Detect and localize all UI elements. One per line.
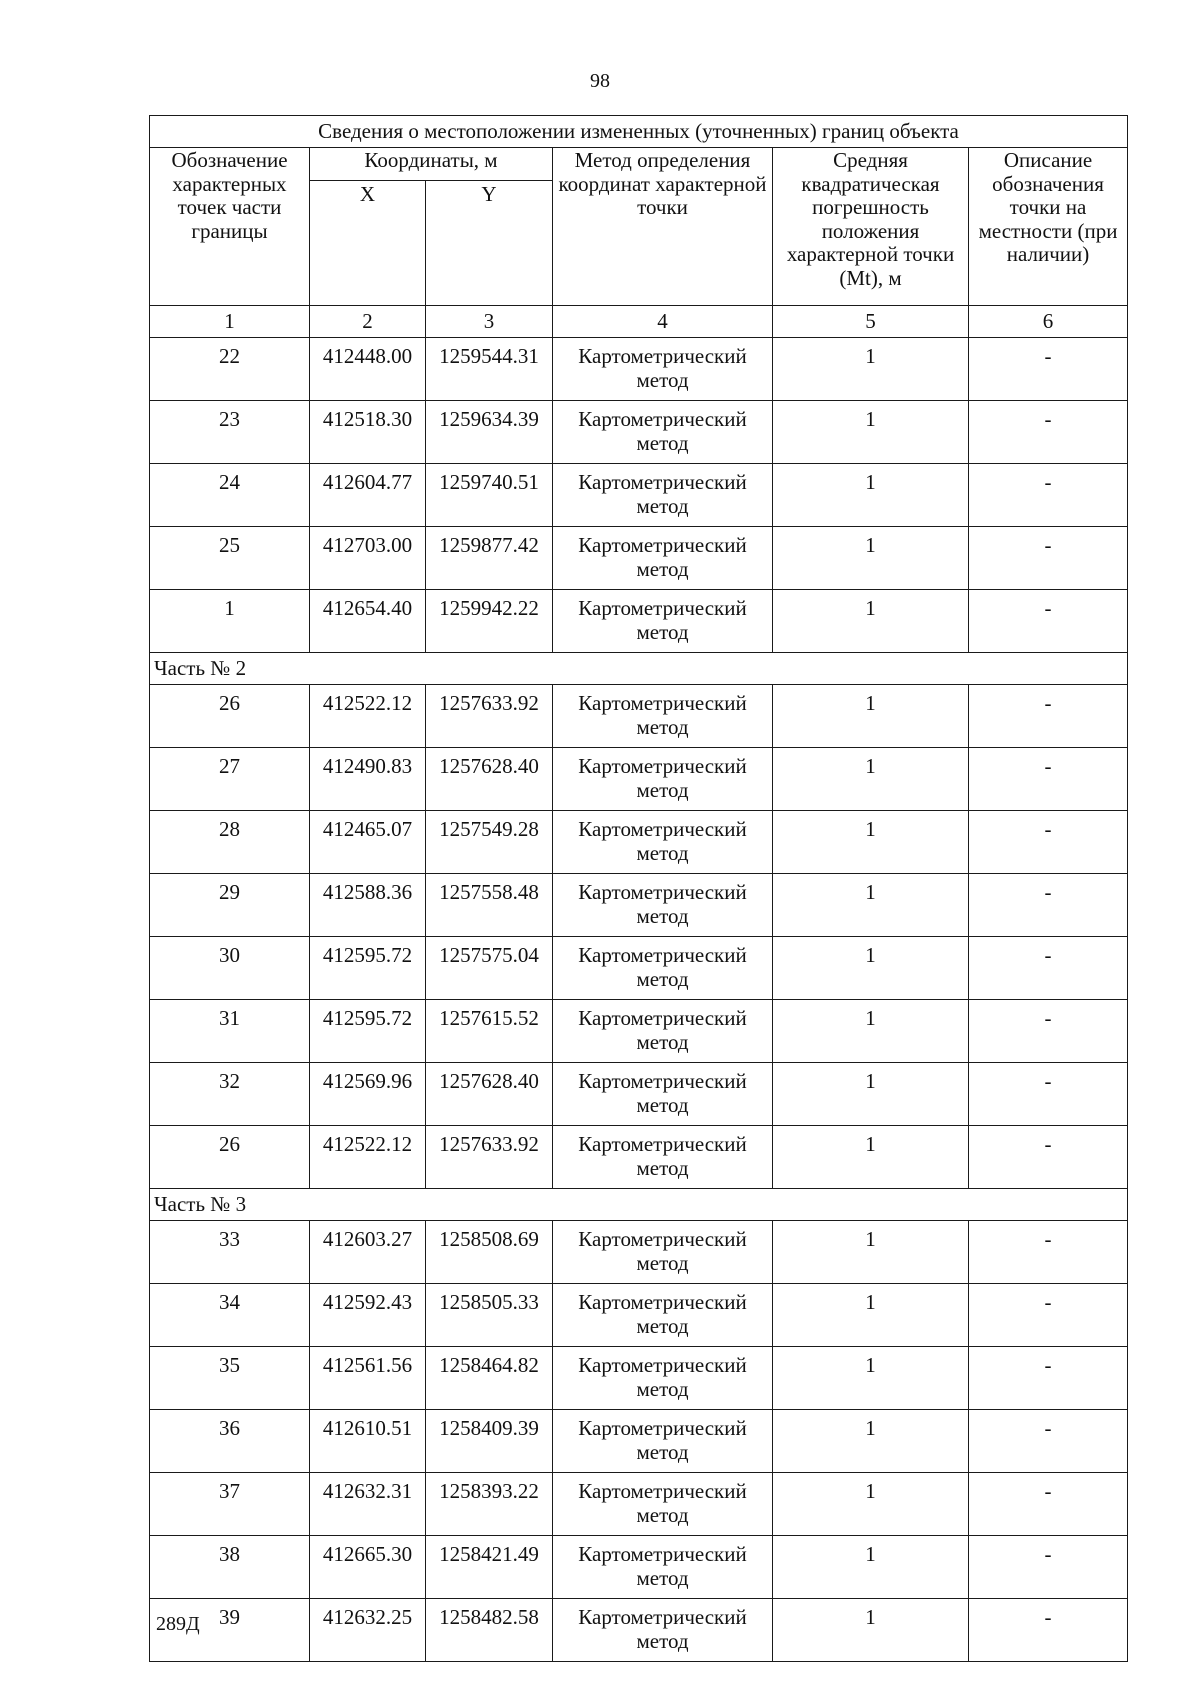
cell-mean-error: 1 bbox=[773, 874, 969, 937]
cell-y: 1257628.40 bbox=[426, 748, 553, 811]
cell-mean-error: 1 bbox=[773, 338, 969, 401]
cell-x: 412604.77 bbox=[310, 464, 426, 527]
cell-y: 1258393.22 bbox=[426, 1473, 553, 1536]
cell-method: Картометрический метод bbox=[553, 748, 773, 811]
cell-x: 412592.43 bbox=[310, 1284, 426, 1347]
cell-y: 1259544.31 bbox=[426, 338, 553, 401]
cell-mean-error: 1 bbox=[773, 748, 969, 811]
cell-mean-error: 1 bbox=[773, 1000, 969, 1063]
cell-mean-error: 1 bbox=[773, 1063, 969, 1126]
cell-point: 33 bbox=[150, 1221, 310, 1284]
cell-description: - bbox=[969, 1000, 1128, 1063]
cell-method: Картометрический метод bbox=[553, 1410, 773, 1473]
cell-y: 1257549.28 bbox=[426, 811, 553, 874]
cell-y: 1258505.33 bbox=[426, 1284, 553, 1347]
cell-mean-error: 1 bbox=[773, 1347, 969, 1410]
column-number-row bbox=[150, 306, 1128, 338]
cell-point: 31 bbox=[150, 1000, 310, 1063]
cell-mean-error: 1 bbox=[773, 811, 969, 874]
cell-point: 24 bbox=[150, 464, 310, 527]
cell-x: 412465.07 bbox=[310, 811, 426, 874]
cell-y: 1259877.42 bbox=[426, 527, 553, 590]
cell-y: 1258409.39 bbox=[426, 1410, 553, 1473]
cell-point: 37 bbox=[150, 1473, 310, 1536]
cell-description: - bbox=[969, 1599, 1128, 1662]
cell-point: 32 bbox=[150, 1063, 310, 1126]
table-row bbox=[150, 1221, 1128, 1284]
header-x: X bbox=[310, 181, 426, 306]
table-row bbox=[150, 338, 1128, 401]
header-y: Y bbox=[426, 181, 553, 306]
cell-x: 412632.31 bbox=[310, 1473, 426, 1536]
cell-mean-error: 1 bbox=[773, 1536, 969, 1599]
part-heading-row bbox=[150, 653, 1128, 685]
column-number: 1 bbox=[150, 306, 310, 338]
document-code: 289Д bbox=[156, 1613, 200, 1635]
table-row bbox=[150, 464, 1128, 527]
coordinates-table bbox=[149, 115, 1128, 1662]
cell-point: 27 bbox=[150, 748, 310, 811]
table-row bbox=[150, 937, 1128, 1000]
column-number: 6 bbox=[969, 306, 1128, 338]
table-row bbox=[150, 1347, 1128, 1410]
table-row bbox=[150, 811, 1128, 874]
cell-method: Картометрический метод bbox=[553, 874, 773, 937]
cell-y: 1257575.04 bbox=[426, 937, 553, 1000]
cell-description: - bbox=[969, 874, 1128, 937]
cell-x: 412603.27 bbox=[310, 1221, 426, 1284]
cell-y: 1259740.51 bbox=[426, 464, 553, 527]
cell-point: 29 bbox=[150, 874, 310, 937]
table-row bbox=[150, 401, 1128, 464]
cell-point: 25 bbox=[150, 527, 310, 590]
cell-x: 412448.00 bbox=[310, 338, 426, 401]
cell-method: Картометрический метод bbox=[553, 464, 773, 527]
cell-point: 35 bbox=[150, 1347, 310, 1410]
cell-method: Картометрический метод bbox=[553, 1063, 773, 1126]
cell-x: 412595.72 bbox=[310, 937, 426, 1000]
cell-mean-error: 1 bbox=[773, 685, 969, 748]
cell-description: - bbox=[969, 811, 1128, 874]
table-row bbox=[150, 1284, 1128, 1347]
cell-point: 36 bbox=[150, 1410, 310, 1473]
cell-method: Картометрический метод bbox=[553, 1347, 773, 1410]
table-row bbox=[150, 1599, 1128, 1662]
cell-point: 34 bbox=[150, 1284, 310, 1347]
cell-method: Картометрический метод bbox=[553, 685, 773, 748]
column-number: 5 bbox=[773, 306, 969, 338]
cell-point: 26 bbox=[150, 1126, 310, 1189]
cell-y: 1257633.92 bbox=[426, 1126, 553, 1189]
cell-x: 412522.12 bbox=[310, 1126, 426, 1189]
cell-x: 412610.51 bbox=[310, 1410, 426, 1473]
cell-mean-error: 1 bbox=[773, 1126, 969, 1189]
cell-description: - bbox=[969, 590, 1128, 653]
cell-y: 1259942.22 bbox=[426, 590, 553, 653]
cell-mean-error: 1 bbox=[773, 1410, 969, 1473]
cell-mean-error: 1 bbox=[773, 1284, 969, 1347]
cell-description: - bbox=[969, 464, 1128, 527]
cell-y: 1257558.48 bbox=[426, 874, 553, 937]
cell-description: - bbox=[969, 1063, 1128, 1126]
cell-y: 1258508.69 bbox=[426, 1221, 553, 1284]
cell-x: 412518.30 bbox=[310, 401, 426, 464]
header-description: Описание обозначения точки на местности (при наличии) bbox=[969, 148, 1128, 306]
cell-description: - bbox=[969, 748, 1128, 811]
cell-point: 26 bbox=[150, 685, 310, 748]
cell-method: Картометрический метод bbox=[553, 590, 773, 653]
cell-x: 412522.12 bbox=[310, 685, 426, 748]
table-row bbox=[150, 590, 1128, 653]
cell-method: Картометрический метод bbox=[553, 527, 773, 590]
header-mean-error: Средняя квадратическая погрешность положения характерной точки (Mt), м bbox=[773, 148, 969, 306]
cell-x: 412569.96 bbox=[310, 1063, 426, 1126]
cell-x: 412632.25 bbox=[310, 1599, 426, 1662]
header-point-designation: Обозначение характерных точек части границы bbox=[150, 148, 310, 306]
cell-description: - bbox=[969, 1347, 1128, 1410]
table-row bbox=[150, 1126, 1128, 1189]
cell-method: Картометрический метод bbox=[553, 338, 773, 401]
cell-x: 412703.00 bbox=[310, 527, 426, 590]
page-number: 98 bbox=[590, 70, 610, 92]
cell-description: - bbox=[969, 1536, 1128, 1599]
column-number: 2 bbox=[310, 306, 426, 338]
cell-description: - bbox=[969, 1221, 1128, 1284]
cell-mean-error: 1 bbox=[773, 1221, 969, 1284]
cell-x: 412595.72 bbox=[310, 1000, 426, 1063]
cell-description: - bbox=[969, 401, 1128, 464]
cell-method: Картометрический метод bbox=[553, 1536, 773, 1599]
cell-x: 412588.36 bbox=[310, 874, 426, 937]
cell-method: Картометрический метод bbox=[553, 811, 773, 874]
cell-point: 28 bbox=[150, 811, 310, 874]
cell-mean-error: 1 bbox=[773, 401, 969, 464]
cell-method: Картометрический метод bbox=[553, 1599, 773, 1662]
cell-y: 1257628.40 bbox=[426, 1063, 553, 1126]
cell-x: 412654.40 bbox=[310, 590, 426, 653]
cell-mean-error: 1 bbox=[773, 590, 969, 653]
cell-method: Картометрический метод bbox=[553, 1284, 773, 1347]
cell-description: - bbox=[969, 338, 1128, 401]
cell-mean-error: 1 bbox=[773, 527, 969, 590]
cell-description: - bbox=[969, 527, 1128, 590]
cell-y: 1258482.58 bbox=[426, 1599, 553, 1662]
cell-description: - bbox=[969, 1284, 1128, 1347]
cell-description: - bbox=[969, 1473, 1128, 1536]
cell-mean-error: 1 bbox=[773, 937, 969, 1000]
column-number: 3 bbox=[426, 306, 553, 338]
part-heading: Часть № 3 bbox=[150, 1189, 1128, 1221]
part-heading-row bbox=[150, 1189, 1128, 1221]
cell-point: 39 bbox=[150, 1599, 310, 1662]
table-row bbox=[150, 1063, 1128, 1126]
cell-point: 23 bbox=[150, 401, 310, 464]
cell-mean-error: 1 bbox=[773, 464, 969, 527]
table-title: Сведения о местоположении измененных (уточненных) границ объекта bbox=[150, 116, 1128, 148]
cell-x: 412561.56 bbox=[310, 1347, 426, 1410]
cell-y: 1257633.92 bbox=[426, 685, 553, 748]
table-body bbox=[150, 338, 1128, 1662]
cell-mean-error: 1 bbox=[773, 1473, 969, 1536]
table-row bbox=[150, 748, 1128, 811]
part-heading: Часть № 2 bbox=[150, 653, 1128, 685]
cell-method: Картометрический метод bbox=[553, 1126, 773, 1189]
table-row bbox=[150, 1473, 1128, 1536]
cell-description: - bbox=[969, 1126, 1128, 1189]
table-row bbox=[150, 685, 1128, 748]
table-row bbox=[150, 874, 1128, 937]
cell-x: 412490.83 bbox=[310, 748, 426, 811]
header-coordinates: Координаты, м bbox=[310, 148, 553, 181]
cell-y: 1258421.49 bbox=[426, 1536, 553, 1599]
cell-description: - bbox=[969, 937, 1128, 1000]
cell-mean-error: 1 bbox=[773, 1599, 969, 1662]
cell-point: 22 bbox=[150, 338, 310, 401]
cell-description: - bbox=[969, 685, 1128, 748]
cell-y: 1258464.82 bbox=[426, 1347, 553, 1410]
table-row bbox=[150, 527, 1128, 590]
cell-method: Картометрический метод bbox=[553, 937, 773, 1000]
cell-method: Картометрический метод bbox=[553, 401, 773, 464]
table-row bbox=[150, 1410, 1128, 1473]
header-method: Метод определения координат характерной точки bbox=[553, 148, 773, 306]
cell-x: 412665.30 bbox=[310, 1536, 426, 1599]
cell-method: Картометрический метод bbox=[553, 1221, 773, 1284]
cell-y: 1257615.52 bbox=[426, 1000, 553, 1063]
column-number: 4 bbox=[553, 306, 773, 338]
cell-point: 38 bbox=[150, 1536, 310, 1599]
cell-method: Картометрический метод bbox=[553, 1473, 773, 1536]
cell-method: Картометрический метод bbox=[553, 1000, 773, 1063]
table-row bbox=[150, 1000, 1128, 1063]
cell-description: - bbox=[969, 1410, 1128, 1473]
cell-point: 1 bbox=[150, 590, 310, 653]
table-row bbox=[150, 1536, 1128, 1599]
cell-point: 30 bbox=[150, 937, 310, 1000]
cell-y: 1259634.39 bbox=[426, 401, 553, 464]
